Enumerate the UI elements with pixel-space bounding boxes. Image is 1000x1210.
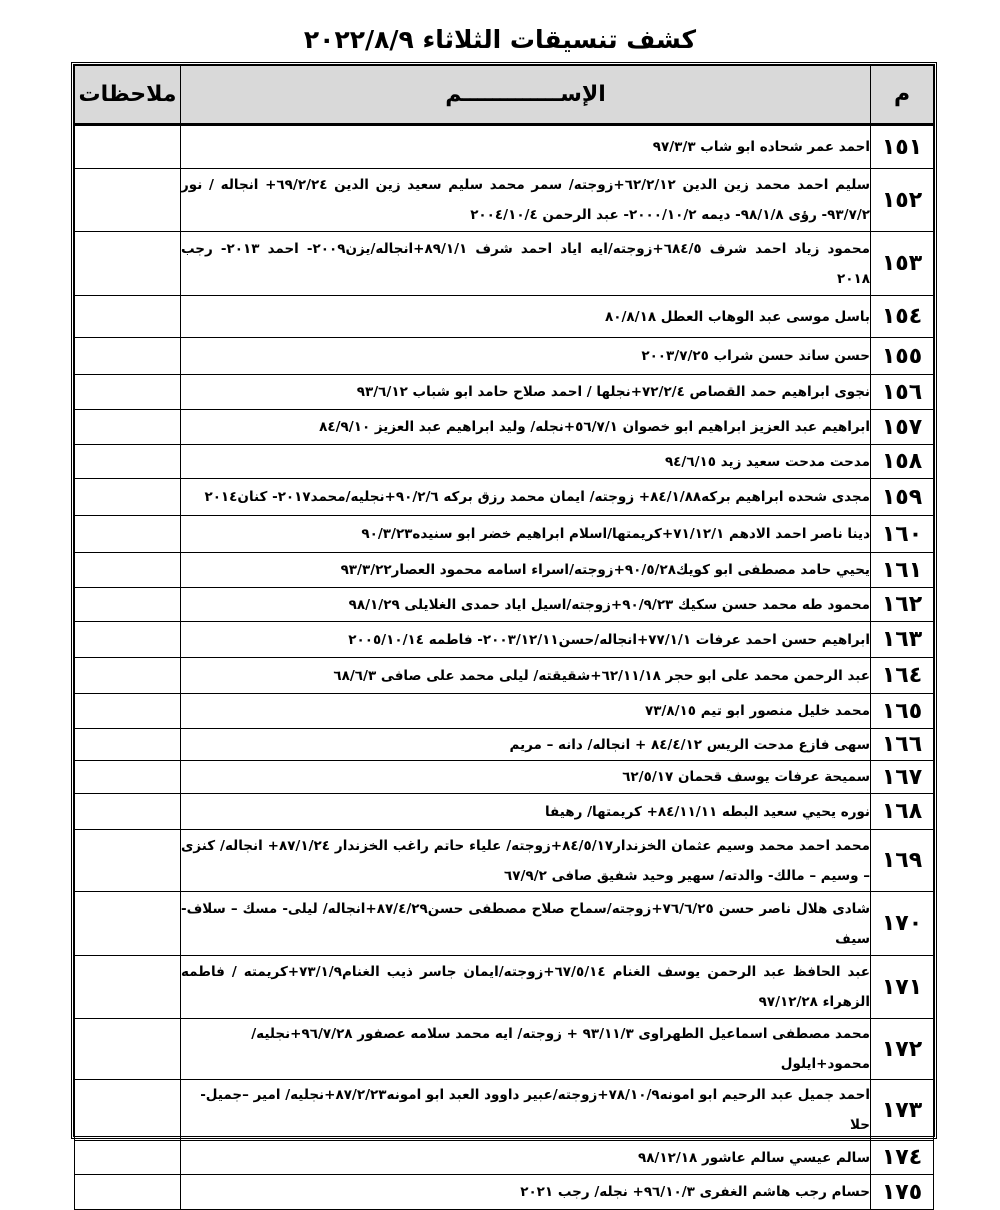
row-notes xyxy=(75,516,181,553)
row-notes xyxy=(75,658,181,694)
table-row xyxy=(75,588,934,622)
table-row xyxy=(75,1175,934,1210)
row-name: شادى هلال ناصر حسن ٧٦/٦/٢٥+زوجته/سماح صلاح مصطفى حسن٨٧/٤/٢٩+انجاله/ ليلى- مسك – سلاف- سيف xyxy=(181,892,871,956)
row-name: مجدى شحده ابراهيم بركه٨٤/١/٨٨+ زوجته/ ايمان محمد رزق بركه ٩٠/٢/٦+نجليه/محمد٢٠١٧- كنان٢٠١٤ xyxy=(181,479,871,516)
row-notes xyxy=(75,622,181,658)
row-number: ١٧٢ xyxy=(871,1019,934,1080)
table-body xyxy=(75,125,934,1210)
row-notes xyxy=(75,375,181,410)
table-row xyxy=(75,1141,934,1175)
row-notes xyxy=(75,830,181,892)
row-number: ١٦٧ xyxy=(871,761,934,794)
row-name: نوره يحيي سعيد البطه ٨٤/١١/١١+ كريمتها/ رهيفا xyxy=(181,794,871,830)
row-number: ١٦٥ xyxy=(871,694,934,729)
table-row xyxy=(75,125,934,169)
row-notes xyxy=(75,169,181,232)
row-number: ١٧٥ xyxy=(871,1175,934,1210)
row-notes xyxy=(75,694,181,729)
row-name: سالم عيسي سالم عاشور ٩٨/١٢/١٨ xyxy=(181,1141,871,1175)
row-name: مدحت مدحت سعيد زيد ٩٤/٦/١٥ xyxy=(181,445,871,479)
row-name: سهى فازع مدحت الريس ٨٤/٤/١٢ + انجاله/ دانه – مريم xyxy=(181,729,871,761)
table-row xyxy=(75,892,934,956)
row-number: ١٥٧ xyxy=(871,410,934,445)
row-notes xyxy=(75,445,181,479)
table-row xyxy=(75,375,934,410)
row-number: ١٦٢ xyxy=(871,588,934,622)
row-name: احمد جميل عبد الرحيم ابو امونه٧٨/١٠/٩+زوجته/عبير داوود العبد ابو امونه٨٧/٢/٢٣+نجليه/ امير –جميل- حلا xyxy=(181,1080,871,1141)
row-number: ١٥٥ xyxy=(871,338,934,375)
table-row xyxy=(75,658,934,694)
table-row xyxy=(75,516,934,553)
row-name: دينا ناصر احمد الادهم ٧١/١٢/١+كريمتها/اسلام ابراهيم خضر ابو سنيده٩٠/٣/٢٣ xyxy=(181,516,871,553)
row-name: باسل موسى عبد الوهاب العطل ٨٠/٨/١٨ xyxy=(181,296,871,338)
row-notes xyxy=(75,588,181,622)
page-title: كشف تنسيقات الثلاثاء ٢٠٢٢/٨/٩ xyxy=(303,25,697,54)
header-number: م xyxy=(871,66,934,125)
row-number: ١٦٩ xyxy=(871,830,934,892)
row-notes xyxy=(75,1175,181,1210)
header-name: الإســـــــــــــم xyxy=(181,66,871,125)
row-number: ١٦٦ xyxy=(871,729,934,761)
row-number: ١٦٨ xyxy=(871,794,934,830)
header-notes: ملاحظات xyxy=(75,66,181,125)
row-notes xyxy=(75,794,181,830)
row-number: ١٥١ xyxy=(871,125,934,169)
coordination-table-frame xyxy=(71,62,937,1205)
row-number: ١٧٠ xyxy=(871,892,934,956)
row-name: عبد الرحمن محمد على ابو حجر ٦٢/١١/١٨+شقيقته/ ليلى محمد على صافى ٦٨/٦/٣ xyxy=(181,658,871,694)
row-name: عبد الحافظ عبد الرحمن يوسف الغنام ٦٧/٥/١٤+زوجته/ايمان جاسر ذيب الغنام٧٣/١/٩+كريمته / فاطمه الزهراء ٩٧/١٢/٢٨ xyxy=(181,956,871,1019)
row-notes xyxy=(75,479,181,516)
row-name: محمود طه محمد حسن سكيك ٩٠/٩/٢٣+زوجته/اسيل اياد حمدى الغلايلى ٩٨/١/٢٩ xyxy=(181,588,871,622)
table-row xyxy=(75,479,934,516)
row-notes xyxy=(75,338,181,375)
row-number: ١٥٣ xyxy=(871,232,934,296)
table-row xyxy=(75,794,934,830)
row-name: محمد مصطفى اسماعيل الطهراوى ٩٣/١١/٣ + زوجته/ ايه محمد سلامه عصفور ٩٦/٧/٢٨+نجليه/محمود+ايلول xyxy=(181,1019,871,1080)
row-name: سليم احمد محمد زين الدين ٦٢/٢/١٢+زوجته/ سمر محمد سليم سعيد زين الدين ٦٩/٢/٢٤+ انجاله / نور ٩٣/٧/٢- رؤى ٩٨/١/٨- ديمه ٢٠٠٠/١٠/٢- عبد الرحمن ٢٠٠٤/١٠/٤ xyxy=(181,169,871,232)
row-number: ١٥٨ xyxy=(871,445,934,479)
row-name: سميحة عرفات يوسف قحمان ٦٢/٥/١٧ xyxy=(181,761,871,794)
row-notes xyxy=(75,410,181,445)
row-name: ابراهيم حسن احمد عرفات ٧٧/١/١+انجاله/حسن٢٠٠٣/١٢/١١- فاطمه ٢٠٠٥/١٠/١٤ xyxy=(181,622,871,658)
row-number: ١٥٤ xyxy=(871,296,934,338)
row-name: احمد عمر شحاده ابو شاب ٩٧/٣/٣ xyxy=(181,125,871,169)
row-number: ١٦١ xyxy=(871,553,934,588)
table-row xyxy=(75,445,934,479)
row-notes xyxy=(75,761,181,794)
row-name: حسام رجب هاشم الغفرى ٩٦/١٠/٣+ نجله/ رجب ٢٠٢١ xyxy=(181,1175,871,1210)
row-number: ١٦٠ xyxy=(871,516,934,553)
table-row xyxy=(75,232,934,296)
row-number: ١٥٢ xyxy=(871,169,934,232)
table-header-row xyxy=(75,66,934,125)
row-name: محمد احمد محمد وسيم عثمان الخزندار٨٤/٥/١٧+زوجته/ علياء حاتم راغب الخزندار ٨٧/١/٢٤+ انجاله/ كنزى – وسيم – مالك- والدته/ سهير وحيد شفيق صافى ٦٧/٩/٢ xyxy=(181,830,871,892)
row-notes xyxy=(75,553,181,588)
coordination-table xyxy=(74,65,934,1210)
row-notes xyxy=(75,1019,181,1080)
row-number: ١٧٣ xyxy=(871,1080,934,1141)
table-row xyxy=(75,694,934,729)
table-row xyxy=(75,410,934,445)
row-notes xyxy=(75,729,181,761)
row-notes xyxy=(75,232,181,296)
table-row xyxy=(75,1019,934,1080)
table-row xyxy=(75,338,934,375)
row-name: حسن ساند حسن شراب ٢٠٠٣/٧/٢٥ xyxy=(181,338,871,375)
row-notes xyxy=(75,892,181,956)
row-notes xyxy=(75,1141,181,1175)
row-number: ١٧١ xyxy=(871,956,934,1019)
row-notes xyxy=(75,1080,181,1141)
table-row xyxy=(75,622,934,658)
row-name: محمود زياد احمد شرف ٦٨٤/٥+زوجته/ايه اياد احمد شرف ٨٩/١/١+انجاله/يزن٢٠٠٩- احمد ٢٠١٣- رجب ٢٠١٨ xyxy=(181,232,871,296)
table-row xyxy=(75,761,934,794)
row-number: ١٥٦ xyxy=(871,375,934,410)
row-number: ١٦٣ xyxy=(871,622,934,658)
row-name: نجوى ابراهيم حمد القصاص ٧٢/٢/٤+نجلها / احمد صلاح حامد ابو شباب ٩٣/٦/١٢ xyxy=(181,375,871,410)
table-row xyxy=(75,830,934,892)
row-number: ١٦٤ xyxy=(871,658,934,694)
table-row xyxy=(75,296,934,338)
row-number: ١٥٩ xyxy=(871,479,934,516)
row-name: محمد خليل منصور ابو تيم ٧٣/٨/١٥ xyxy=(181,694,871,729)
table-row xyxy=(75,553,934,588)
table-row xyxy=(75,1080,934,1141)
table-row xyxy=(75,956,934,1019)
row-notes xyxy=(75,956,181,1019)
row-number: ١٧٤ xyxy=(871,1141,934,1175)
table-row xyxy=(75,169,934,232)
row-notes xyxy=(75,125,181,169)
row-notes xyxy=(75,296,181,338)
row-name: يحيي حامد مصطفى ابو كويك٩٠/٥/٢٨+زوجته/اسراء اسامه محمود العصار٩٣/٣/٢٢ xyxy=(181,553,871,588)
table-row xyxy=(75,729,934,761)
row-name: ابراهيم عبد العزيز ابراهيم ابو خصوان ٥٦/٧/١+نجله/ وليد ابراهيم عبد العزيز ٨٤/٩/١٠ xyxy=(181,410,871,445)
